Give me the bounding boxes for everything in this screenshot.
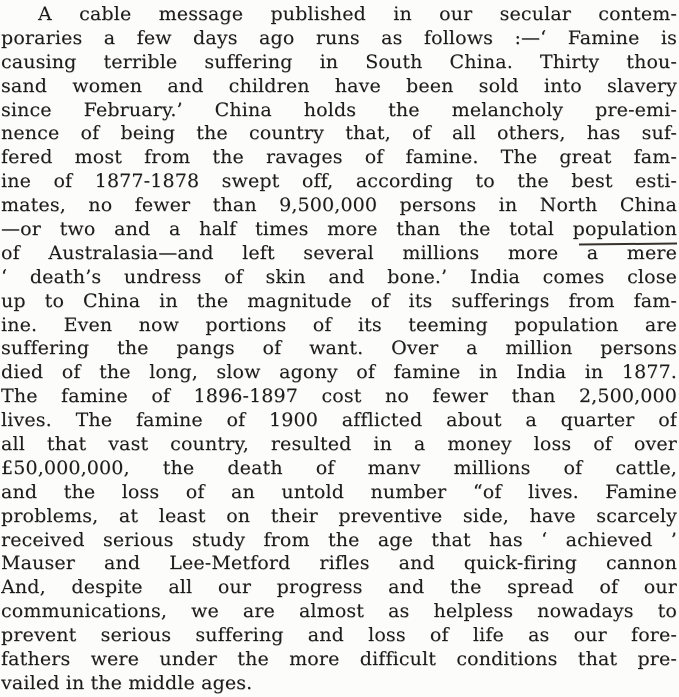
text-line: ‘ death’s undress of skin and bone.’ India comes close: [1, 265, 677, 288]
text-line: Mauser and Lee-Metford rifles and quick-firing cannon: [1, 552, 677, 575]
text-line: fered most from the ravages of famine. The great fam-: [1, 146, 677, 169]
text-line: nence of being the country that, of all others, has suf-: [1, 122, 677, 145]
text-line: A cable message published in our secular contem-: [38, 3, 677, 25]
text-line: mates, no fewer than 9,500,000 persons in North China: [1, 194, 677, 217]
pen-overline-mark: a mere: [586, 241, 677, 264]
text-line: problems, at least on their preventive side, have scarcely: [1, 504, 677, 527]
text-line: prevent serious suffering and loss of life as our fore-: [1, 624, 677, 647]
text-line: died of the long, slow agony of famine in India in 1877.: [1, 361, 677, 384]
text-line: communications, we are almost as helpless nowadays to: [1, 600, 677, 623]
pen-underline-mark: lation: [621, 218, 677, 242]
text-line: —or two and a half times more than the total population: [1, 218, 677, 242]
text-line: all that vast country, resulted in a money loss of over: [1, 433, 677, 456]
text-line: And, despite all our progress and the spread of our: [1, 576, 677, 599]
text-line: and the loss of an untold number “of lives. Famine: [1, 480, 677, 503]
text-line: up to China in the magnitude of its sufferings from fam-: [1, 289, 677, 312]
text-line: causing terrible suffering in South China. Thirty thou-: [1, 50, 677, 73]
text-line: since February.’ China holds the melancholy pre-emi-: [1, 98, 677, 121]
text-line: The famine of 1896-1897 cost no fewer than 2,500,000: [1, 385, 677, 408]
text-line: vailed in the middle ages.: [1, 671, 253, 694]
text-line: poraries a few days ago runs as follows :—‘ Famine is: [1, 26, 677, 49]
text-line: of Australasia—and left several millions more a mere: [1, 241, 677, 264]
text-line: received serious study from the age that has ‘ achieved ’: [1, 528, 677, 551]
text-line: £50,000,000, the death of manv millions of cattle,: [1, 456, 677, 479]
text-line: fathers were under the more difficult conditions that pre-: [1, 648, 677, 671]
text-line: ine of 1877-1878 swept off, according to the best esti-: [1, 170, 677, 193]
text-line: lives. The famine of 1900 afflicted about a quarter of: [1, 409, 677, 432]
text-line: sand women and children have been sold into slavery: [1, 74, 677, 97]
text-line: ine. Even now portions of its teeming population are: [1, 313, 677, 336]
article-text-column: [1, 3, 677, 696]
text-line: suffering the pangs of want. Over a million persons: [1, 337, 677, 360]
